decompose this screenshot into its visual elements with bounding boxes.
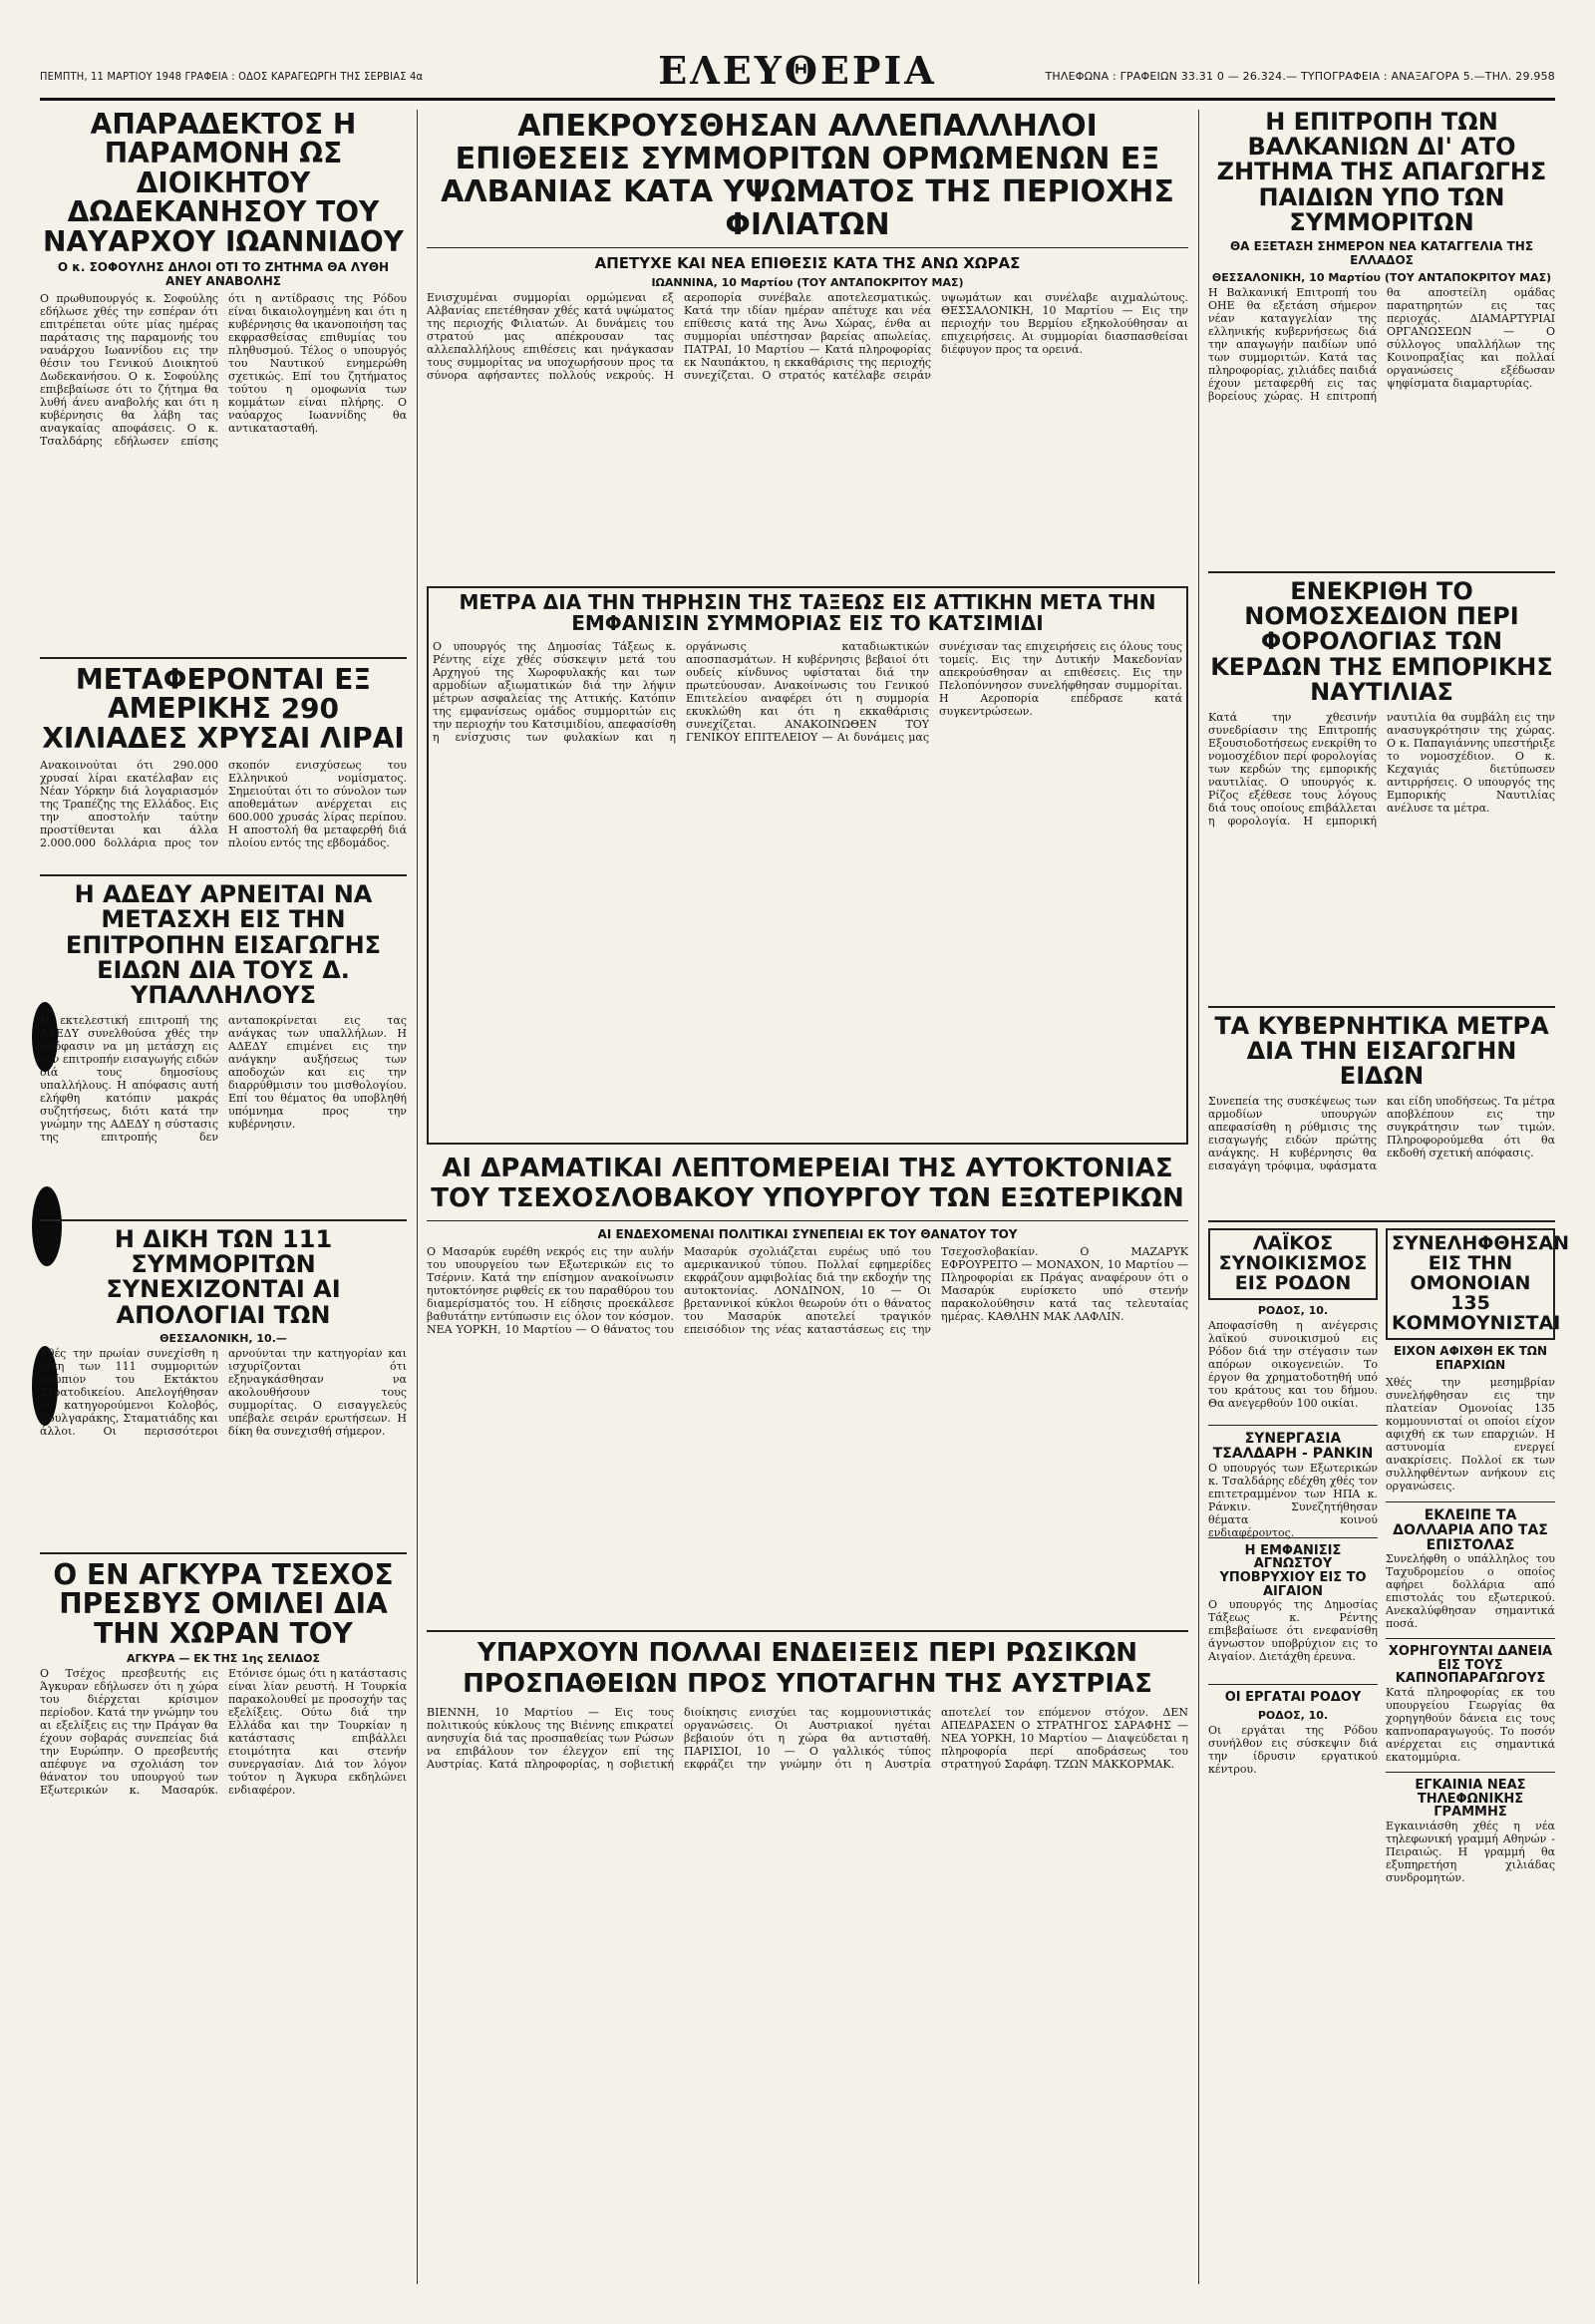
dateline: ΘΕΣΣΑΛΟΝΙΚΗ, 10.— [160, 1331, 287, 1345]
boxed-article [1208, 1228, 1378, 1300]
dateline: ΡΟΔΟΣ, 10. [1257, 1708, 1329, 1722]
article [40, 110, 407, 651]
article-body: Ο υπουργός της Δημοσίας Τάξεως κ. Ρέντης επιβεβαίωσε ότι ενεφανίσθη άγνωστον υποβρύχιον εις το Αιγαίον. Διετάχθη έρευνα. [1208, 1598, 1378, 1664]
article-body: Ο υπουργός των Εξωτερικών κ. Τσαλδάρης εδέχθη χθές τον επιτετραμμένον των ΗΠΑ κ. Ράνκιν. Συνεζητήθησαν θέματα κοινού ενδιαφέροντος. [1208, 1461, 1378, 1539]
article-body: Οι εργάται της Ρόδου συνήλθον εις σύσκεψιν διά την ίδρυσιν εργατικού κέντρου. [1208, 1723, 1378, 1776]
article-body: Συνεπεία της συσκέψεως των αρμοδίων υπουργών απεφασίσθη η ρύθμισις της εισαγωγής ειδών πρώτης ανάγκης. Η κυβέρνησις θα εισαγάγη τρόφιμα, υφάσματα και είδη υποδήσεως. Τα μέτρα αποβλέπουν εις την συγκράτησιν των τιμών. Πληροφορούμεθα ότι θα εκδοθή σχετική απόφασις. [1208, 1095, 1556, 1173]
divider [1386, 1638, 1555, 1639]
boxed-article [1386, 1228, 1570, 1340]
article-body: Αποφασίσθη η ανέγερσις λαϊκού συνοικισμού εις Ρόδον διά την στέγασιν των απόρων οικογενειών. Το έργον θα χρηματοδοτηθή υπό του κράτους και του δήμου. Θα ανεγερθούν 100 οικίαι. [1208, 1319, 1378, 1411]
dateline: ΘΕΣΣΑΛΟΝΙΚΗ, 10 Μαρτίου (ΤΟΥ ΑΝΤΑΠΟΚΡΙΤΟΥ ΜΑΣ) [1211, 270, 1552, 284]
article [40, 662, 407, 868]
article [1208, 1011, 1556, 1215]
two-column-briefs [1208, 1228, 1570, 1889]
article-body: Χθές την πρωίαν συνεχίσθη η δίκη των 111 συμμοριτών ενώπιον του Εκτάκτου Στρατοδικείου. Απελογήθησαν οι κατηγορούμενοι Κολοβός, Βουλγαράκης, Σταματιάδης και άλλοι. Οι περισσότεροι αρνούνται την κατηγορίαν και ισχυρίζονται ότι εξηναγκάσθησαν να ακολουθήσουν τους συμμορίτας. Ο εισαγγελεύς υπέβαλε σειράν ερωτήσεων. Η δίκη θα συνεχισθή σήμερον. [40, 1346, 407, 1438]
left-column [40, 110, 407, 2284]
dateline: ΑΓΚΥΡΑ — ΕΚ ΤΗΣ 1ης ΣΕΛΙΔΟΣ [126, 1651, 320, 1665]
column-rule [417, 110, 418, 2284]
divider [427, 1220, 1188, 1221]
headline: ΑΙ ΔΡΑΜΑΤΙΚΑΙ ΛΕΠΤΟΜΕΡΕΙΑΙ ΤΗΣ ΑΥΤΟΚΤΟΝΙΑΣ ΤΟΥ ΤΣΕΧΟΣΛΟΒΑΚΟΥ ΥΠΟΥΡΓΟΥ ΤΩΝ ΕΞΩΤΕΡΙΚΩΝ [431, 1154, 1184, 1213]
headline: ΣΥΝΕΛΗΦΘΗΣΑΝ ΕΙΣ ΤΗΝ ΟΜΟΝΟΙΑΝ 135 ΚΟΜΜΟΥΝΙΣΤΑΙ [1392, 1232, 1570, 1335]
headline: ΧΟΡΗΓΟΥΝΤΑΙ ΔΑΝΕΙΑ ΕΙΣ ΤΟΥΣ ΚΑΠΝΟΠΑΡΑΓΩΓΟΥΣ [1388, 1644, 1553, 1687]
divider [40, 1552, 407, 1554]
article-body: Ενισχυμέναι συμμορίαι ορμώμεναι εξ Αλβανίας επετέθησαν χθές κατά υψώματος της περιοχής Φιλιατών. Αι δυνάμεις του στρατού μας απέκρουσαν τας αλλεπαλλήλους επιθέσεις και ηνάγκασαν τους συμμορίτας να υποχωρήσουν προς τα σύνορα αφήσαντες πολλούς νεκρούς. Η αεροπορία συνέβαλε αποτελεσματικώς. Κατά την ιδίαν ημέραν απέτυχε και νέα επίθεσις κατά της Άνω Χώρας, ένθα αι συμμορίαι υπέστησαν βαρείας απωλείας. ΠΑΤΡΑΙ, 10 Μαρτίου — Κατά πληροφορίας εκ Ναυπάκτου, η εκκαθάρισις της περιοχής συνεχίζεται. Ο στρατός κατέλαβε σειράν υψωμάτων και συνέλαβε αιχμαλώτους. ΘΕΣΣΑΛΟΝΙΚΗ, 10 Μαρτίου — Εις την περιοχήν του Βερμίου εξηκολούθησαν αι επιχειρήσεις. Αι συμμορίαι διασπασθείσαι διέφυγον προς τα ορεινά. [427, 291, 1188, 382]
headline: ΣΥΝΕΡΓΑΣΙΑ ΤΣΑΛΔΑΡΗ - ΡΑΝΚΙΝ [1212, 1431, 1374, 1462]
article-body: Κατά πληροφορίας εκ του υπουργείου Γεωργίας θα χορηγηθούν δάνεια εις τους καπνοπαραγωγούς. Το ποσόν ανέρχεται εις σημαντικά εκατομμύρια. [1386, 1686, 1555, 1765]
article-body: Ο Μασαρύκ ευρέθη νεκρός εις την αυλήν του υπουργείου των Εξωτερικών εις το Τσέρνιν. Κατά την επίσημον ανακοίνωσιν ηυτοκτόνησε ριφθείς εκ του παραθύρου του διαμερίσματός του. Η είδησις προεκάλεσε βαθυτάτην εντύπωσιν εις όλον τον κόσμον. ΝΕΑ ΥΟΡΚΗ, 10 Μαρτίου — Ο θάνατος του Μασαρύκ σχολιάζεται ευρέως υπό του αμερικανικού τύπου. Πολλαί εφημερίδες εκφράζουν αμφιβολίας διά την εκδοχήν της αυτοκτονίας. ΛΟΝΔΙΝΟΝ, 10 — Οι βρεταννικοί κύκλοι θεωρούν ότι ο θάνατος του Μασαρύκ αποτελεί τραγικόν επεισόδιον της νέας καταστάσεως εις την Τσεχοσλοβακίαν. Ο ΜΑΖΑΡΥΚ ΕΦΡΟΥΡΕΙΤΟ — ΜΟΝΑΧΟΝ, 10 Μαρτίου — Πληροφορίαι εκ Πράγας αναφέρουν ότι ο Μασαρύκ ευρίσκετο υπό στενήν παρακολούθησιν κατά τας τελευταίας ημέρας. ΚΑΘΛΗΝ ΜΑΚ ΛΑΦΛΙΝ. [427, 1244, 1188, 1336]
masthead [40, 48, 1555, 101]
headline: ΟΙ ΕΡΓΑΤΑΙ ΡΟΔΟΥ [1224, 1690, 1362, 1706]
newspaper-title: ΕΛΕΥΘΕΡΙΑ [658, 48, 937, 93]
article-body: Συνελήφθη ο υπάλληλος του Ταχυδρομείου ο οποίος αφήρει δολλάρια από επιστολάς του εξωτερικού. Ανεκαλύφθησαν σημαντικά ποσά. [1386, 1552, 1555, 1631]
article-body: Η Βαλκανική Επιτροπή του ΟΗΕ θα εξετάση σήμερον νέαν καταγγελίαν της ελληνικής κυβερνήσεως διά την απαγωγήν παιδίων υπό των συμμοριτών. Κατά τας πληροφορίας, χιλιάδες παιδιά έχουν μεταφερθή εις τας βορείους χώρας. Η επιτροπή θα αποστείλη ομάδας παρατηρητών εις τας περιοχάς. ΔΙΑΜΑΡΤΥΡΙΑΙ ΟΡΓΑΝΩΣΕΩΝ — Ο σύλλογος υπαλλήλων της Κοινοπραξίας και πολλαί οργανώσεις εξέδωσαν ψηφίσματα διαμαρτυρίας. [1208, 285, 1555, 403]
subheadline: ΕΙΧΟΝ ΑΦΙΧΘΗ ΕΚ ΤΩΝ ΕΠΑΡΧΙΩΝ [1393, 1344, 1548, 1373]
divider [40, 1219, 407, 1221]
divider [1208, 1425, 1378, 1426]
article-body: Ανακοινούται ότι 290.000 χρυσαί λίραι εκατέλαβαν εις Νέαν Υόρκην διά λογαριασμόν της Τραπέζης της Ελλάδος. Εις την αποστολήν ταύτην προστίθενται και άλλα 2.000.000 δολλάρια προς τον σκοπόν ενισχύσεως του Ελληνικού νομίσματος. Σημειούται ότι το σύνολον των αποθεμάτων ανέρχεται εις 600.000 χρυσάς λίρας περίπου. Η αποστολή θα μεταφερθή διά πλοίου εντός της εβδομάδος. [40, 759, 407, 850]
article-body: Εγκαινιάσθη χθές η νέα τηλεφωνική γραμμή Αθηνών - Πειραιώς. Η γραμμή θα εξυπηρετήση χιλιάδας συνδρομητών. [1386, 1820, 1555, 1885]
dateline: ΙΩΑΝΝΙΝΑ, 10 Μαρτίου (ΤΟΥ ΑΝΤΑΠΟΚΡΙΤΟΥ ΜΑΣ) [651, 276, 964, 289]
article [40, 1227, 407, 1546]
headline: ΑΠΑΡΑΔΕΚΤΟΣ Η ΠΑΡΑΜΟΝΗ ΩΣ ΔΙΟΙΚΗΤΟΥ ΔΩΔΕΚΑΝΗΣΟΥ ΤΟΥ ΝΑΥΑΡΧΟΥ ΙΩΑΝΝΙΔΟΥ [43, 108, 404, 258]
headline: ΕΝΕΚΡΙΘΗ ΤΟ ΝΟΜΟΣΧΕΔΙΟΝ ΠΕΡΙ ΦΟΡΟΛΟΓΙΑΣ ΤΩΝ ΚΕΡΔΩΝ ΤΗΣ ΕΜΠΟΡΙΚΗΣ ΝΑΥΤΙΛΙΑΣ [1210, 576, 1553, 706]
article [1208, 110, 1555, 565]
article-body: Η εκτελεστική επιτροπή της ΑΔΕΔΥ συνελθούσα χθές την απόφασιν να μη μετάσχη εις την επιτροπήν εισαγωγής ειδών διά τους δημοσίους υπαλλήλους. Η απόφασις αυτή ελήφθη κατόπιν μακράς συζητήσεως, διότι κατά την γνώμην της ΑΔΕΔΥ η σύστασις της επιτροπής δεν ανταποκρίνεται εις τας ανάγκας των υπαλλήλων. Η ΑΔΕΔΥ επιμένει εις την ανάγκην αυξήσεως των αποδοχών και εις την διαρρύθμισιν του μισθολογίου. Επί του θέματος θα υποβληθή υπόμνημα προς την κυβέρνησιν. [40, 1014, 407, 1145]
headline: ΛΑΪΚΟΣ ΣΥΝΟΙΚΙΣΜΟΣ ΕΙΣ ΡΟΔΟΝ [1218, 1232, 1368, 1295]
divider [1386, 1501, 1555, 1502]
headline: ΥΠΑΡΧΟΥΝ ΠΟΛΛΑΙ ΕΝΔΕΙΞΕΙΣ ΠΕΡΙ ΡΩΣΙΚΩΝ ΠΡΟΣΠΑΘΕΙΩΝ ΠΡΟΣ ΥΠΟΤΑΓΗΝ ΤΗΣ ΑΥΣΤΡΙΑΣ [463, 1637, 1152, 1699]
divider [1208, 1684, 1378, 1685]
divider [1386, 1772, 1555, 1773]
headline: ΜΕΤΑΦΕΡΟΝΤΑΙ ΕΞ ΑΜΕΡΙΚΗΣ 290 ΧΙΛΙΑΔΕΣ ΧΡΥΣΑΙ ΛΙΡΑΙ [42, 662, 405, 755]
article-body: ΒΙΕΝΝΗ, 10 Μαρτίου — Εις τους πολιτικούς κύκλους της Βιέννης επικρατεί ανησυχία διά τας προσπαθείας των Ρώσων να επιβάλουν τον έλεγχον επί της Αυστρίας. Κατά πληροφορίας, η σοβιετική διοίκησις ενισχύει τας κομμουνιστικάς οργανώσεις. Οι Αυστριακοί ηγέται βεβαιούν ότι η χώρα θα αντισταθή. ΠΑΡΙΣΙΟΙ, 10 — Ο γαλλικός τύπος εκφράζει την γνώμην ότι η Αυστρία αποτελεί τον επόμενον στόχον. ΔΕΝ ΑΠΕΔΡΑΣΕΝ Ο ΣΤΡΑΤΗΓΟΣ ΣΑΡΑΦΗΣ — ΝΕΑ ΥΟΡΚΗ, 10 Μαρτίου — Διαψεύδεται η πληροφορία περί αποδράσεως του στρατηγού Σαράφη. ΤΖΩΝ ΜΑΚΚΟΡΜΑΚ. [427, 1706, 1188, 1772]
headline: Η ΑΔΕΔΥ ΑΡΝΕΙΤΑΙ ΝΑ ΜΕΤΑΣΧΗ ΕΙΣ ΤΗΝ ΕΠΙΤΡΟΠΗΝ ΕΙΣΑΓΩΓΗΣ ΕΙΔΩΝ ΔΙΑ ΤΟΥΣ Δ. ΥΠΑΛΛΗΛΟΥΣ [65, 880, 382, 1009]
headline: ΜΕΤΡΑ ΔΙΑ ΤΗΝ ΤΗΡΗΣΙΝ ΤΗΣ ΤΑΞΕΩΣ ΕΙΣ ΑΤΤΙΚΗΝ ΜΕΤΑ ΤΗΝ ΕΜΦΑΝΙΣΙΝ ΣΥΜΜΟΡΙΑΣ ΕΙΣ ΤΟ ΚΑΤΣΙΜΙΔΙ [459, 590, 1156, 635]
article-body: Ο πρωθυπουργός κ. Σοφούλης εδήλωσε χθές την εσπέραν ότι επιτρέπεται ούτε μίας ημέρας παράτασις της παραμονής του ναυάρχου Ιωαννίδου εις την θέσιν του Γενικού Διοικητού Δωδεκανήσου. Ο κ. Σοφούλης επιβεβαίωσε ότι το ζήτημα θα λυθή άνευ αναβολής και ότι η κυβέρνησις θα λάβη τας αναγκαίας αποφάσεις. Ο κ. Τσαλδάρης εδήλωσεν επίσης ότι η αντίδρασις της Ρόδου είναι δικαιολογημένη και ότι η κυβέρνησις θα ικανοποιήση τας εκφρασθείσας επιθυμίας του πληθυσμού. Τέλος ο υπουργός του Ναυτικού ενημερώθη σχετικώς. Επί του ζητήματος τούτου η ομοφωνία των κομμάτων είναι πλήρης. Ο ναύαρχος Ιωαννίδης θα αντικατασταθή. [40, 291, 407, 448]
subheadline: Ο κ. ΣΟΦΟΥΛΗΣ ΔΗΛΟΙ ΟΤΙ ΤΟ ΖΗΤΗΜΑ ΘΑ ΛΥΘΗ ΑΝΕΥ ΑΝΑΒΟΛΗΣ [57, 259, 390, 288]
headline: Η ΔΙΚΗ ΤΩΝ 111 ΣΥΜΜΟΡΙΤΩΝ ΣΥΝΕΧΙΖΟΝΤΑΙ ΑΙ ΑΠΟΛΟΓΙΑΙ ΤΩΝ [106, 1225, 341, 1329]
masthead-date-address: ΠΕΜΠΤΗ, 11 ΜΑΡΤΙΟΥ 1948 ΓΡΑΦΕΙΑ : ΟΔΟΣ ΚΑΡΑΓΕΩΡΓΗ ΤΗΣ ΣΕΡΒΙΑΣ 4α [40, 70, 424, 83]
brief-column [1386, 1228, 1570, 1889]
article [1208, 576, 1555, 1000]
headline: ΕΚΛΕΙΠΕ ΤΑ ΔΟΛΛΑΡΙΑ ΑΠΟ ΤΑΣ ΕΠΙΣΤΟΛΑΣ [1393, 1507, 1548, 1553]
lead-article [427, 110, 1188, 580]
boxed-article [427, 586, 1188, 1145]
lead-headline: ΑΠΕΚΡΟΥΣΘΗΣΑΝ ΑΛΛΕΠΑΛΛΗΛΟΙ ΕΠΙΘΕΣΕΙΣ ΣΥΜΜΟΡΙΤΩΝ ΟΡΜΩΜΕΝΩΝ ΕΞ ΑΛΒΑΝΙΑΣ ΚΑΤΑ ΥΨΩΜΑΤΟΣ ΤΗΣ ΠΕΡΙΟΧΗΣ ΦΙΛΙΑΤΩΝ [441, 109, 1174, 242]
article [40, 1557, 407, 2225]
subheadline: ΘΑ ΕΞΕΤΑΣΗ ΣΗΜΕΡΟΝ ΝΕΑ ΚΑΤΑΓΓΕΛΙΑ ΤΗΣ ΕΛΛΑΔΟΣ [1229, 238, 1534, 267]
center-column [427, 110, 1188, 2284]
article-body: Κατά την χθεσινήν συνεδρίασιν της Επιτροπής Εξουσιοδοτήσεως ενεκρίθη το νομοσχέδιον περί φορολογίας των κερδών της εμπορικής ναυτιλίας. Ο υπουργός κ. Ρίζος εξέθεσε τους λόγους διά τους οποίους επιβάλλεται η φορολογία. Η εμπορική ναυτιλία θα συμβάλη εις την ανασυγκρότησιν της χώρας. Ο κ. Παπαγιάννης υπεστήριξε το νομοσχέδιον. Ο κ. Κεχαγιάς διετύπωσεν αντιρρήσεις. Ο υπουργός της Εμπορικής Ναυτιλίας ανέλυσε τα μέτρα. [1208, 710, 1555, 828]
column-rule [1198, 110, 1199, 2284]
divider [1208, 571, 1555, 573]
article-body: Χθές την μεσημβρίαν συνελήφθησαν εις την πλατείαν Ομονοίας 135 κομμουνισταί οι οποίοι είχον αφιχθή εκ των επαρχιών. Η αστυνομία ενεργεί ανακρίσεις. Πολλοί εκ των συλληφθέντων ανήκουν εις οργανώσεις. [1386, 1376, 1555, 1494]
divider [1208, 1006, 1555, 1008]
headline: Ο ΕΝ ΑΓΚΥΡΑ ΤΣΕΧΟΣ ΠΡΕΣΒΥΣ ΟΜΙΛΕΙ ΔΙΑ ΤΗΝ ΧΩΡΑΝ ΤΟΥ [53, 1557, 394, 1650]
subheadline: ΑΙ ΕΝΔΕΧΟΜΕΝΑΙ ΠΟΛΙΤΙΚΑΙ ΣΥΝΕΠΕΙΑΙ ΕΚ ΤΟΥ ΘΑΝΑΤΟΥ ΤΟΥ [597, 1226, 1018, 1241]
article [40, 882, 407, 1213]
dateline: ΡΟΔΟΣ, 10. [1257, 1304, 1329, 1318]
right-column [1208, 108, 1570, 2284]
article [427, 1638, 1188, 2065]
divider [40, 874, 407, 876]
article [427, 1155, 1188, 1624]
divider [1208, 1220, 1555, 1222]
headline: ΤΑ ΚΥΒΕΡΝΗΤΙΚΑ ΜΕΤΡΑ ΔΙΑ ΤΗΝ ΕΙΣΑΓΩΓΗΝ ΕΙΔΩΝ [1214, 1011, 1549, 1091]
lead-subheadline: ΑΠΕΤΥΧΕ ΚΑΙ ΝΕΑ ΕΠΙΘΕΣΙΣ ΚΑΤΑ ΤΗΣ ΑΝΩ ΧΩΡΑΣ [594, 254, 1021, 272]
headline: Η ΕΜΦΑΝΙΣΙΣ ΑΓΝΩΣΤΟΥ ΥΠΟΒΡΥΧΙΟΥ ΕΙΣ ΤΟ ΑΙΓΑΙΟΝ [1219, 1542, 1367, 1599]
divider [427, 1630, 1188, 1632]
headline: Η ΕΠΙΤΡΟΠΗ ΤΩΝ ΒΑΛΚΑΝΙΩΝ ΔΙ' ΑΤΟ ΖΗΤΗΜΑ ΤΗΣ ΑΠΑΓΩΓΗΣ ΠΑΙΔΙΩΝ ΥΠΟ ΤΩΝ ΣΥΜΜΟΡΙΤΩΝ [1216, 108, 1547, 236]
headline: ΕΓΚΑΙΝΙΑ ΝΕΑΣ ΤΗΛΕΦΩΝΙΚΗΣ ΓΡΑΜΜΗΣ [1415, 1778, 1526, 1821]
divider [427, 247, 1188, 248]
divider [40, 657, 407, 659]
brief-column [1208, 1228, 1378, 1889]
article-body: Ο υπουργός της Δημοσίας Τάξεως κ. Ρέντης είχε χθές σύσκεψιν μετά του Αρχηγού της Χωροφυλακής και των αρμοδίων αξιωματικών διά την λήψιν μέτρων ασφαλείας της Αττικής. Κατόπιν της εμφανίσεως ομάδος συμμοριτών εις την περιοχήν του Κατσιμιδίου, απεφασίσθη η ενίσχυσις των φυλακίων και η οργάνωσις καταδιωκτικών αποσπασμάτων. Η κυβέρνησις βεβαιοί ότι ουδείς κίνδυνος υφίσταται διά την πρωτεύουσαν. Ανακοίνωσις του Γενικού Επιτελείου αναφέρει ότι η συμμορία εκυκλώθη και ότι η εκκαθάρισις συνεχίζεται. ΑΝΑΚΟΙΝΩΘΕΝ ΤΟΥ ΓΕΝΙΚΟΥ ΕΠΙΤΕΛΕΙΟΥ — Αι δυνάμεις μας συνέχισαν τας επιχειρήσεις εις όλους τους τομείς. Εις την Δυτικήν Μακεδονίαν απεκρούσθησαν αι επιθέσεις. Εις την Πελοπόννησον συνελήφθησαν συμμορίται. Η Αεροπορία επέδρασε κατά συγκεντρώσεων. [433, 640, 1182, 744]
article-body: Ο Τσέχος πρεσβευτής εις Άγκυραν εδήλωσεν ότι η χώρα του διέρχεται κρίσιμον περίοδον. Κατά την γνώμην του αι εξελίξεις εις την Πράγαν θα έχουν σοβαράς συνεπείας διά την Ευρώπην. Ο πρεσβευτής απέφυγε να σχολιάση τον θάνατον του υπουργού των Εξωτερικών κ. Μασαρύκ. Ετόνισε όμως ότι η κατάστασις είναι λίαν ρευστή. Η Τουρκία παρακολουθεί με προσοχήν τας εξελίξεις. Ούτω διά την Ελλάδα και την Τουρκίαν η κατάστασις επιβάλλει ετοιμότητα και στενήν συνεργασίαν. Διά τον λόγον τούτον η Άγκυρα εκδηλώνει ενδιαφέρον. [40, 1666, 407, 1797]
masthead-phones: ΤΗΛΕΦΩΝΑ : ΓΡΑΦΕΙΩΝ 33.31 0 — 26.324.— ΤΥΠΟΓΡΑΦΕΙΑ : ΑΝΑΞΑΓΟΡΑ 5.—ΤΗΛ. 29.958 [1045, 70, 1555, 83]
